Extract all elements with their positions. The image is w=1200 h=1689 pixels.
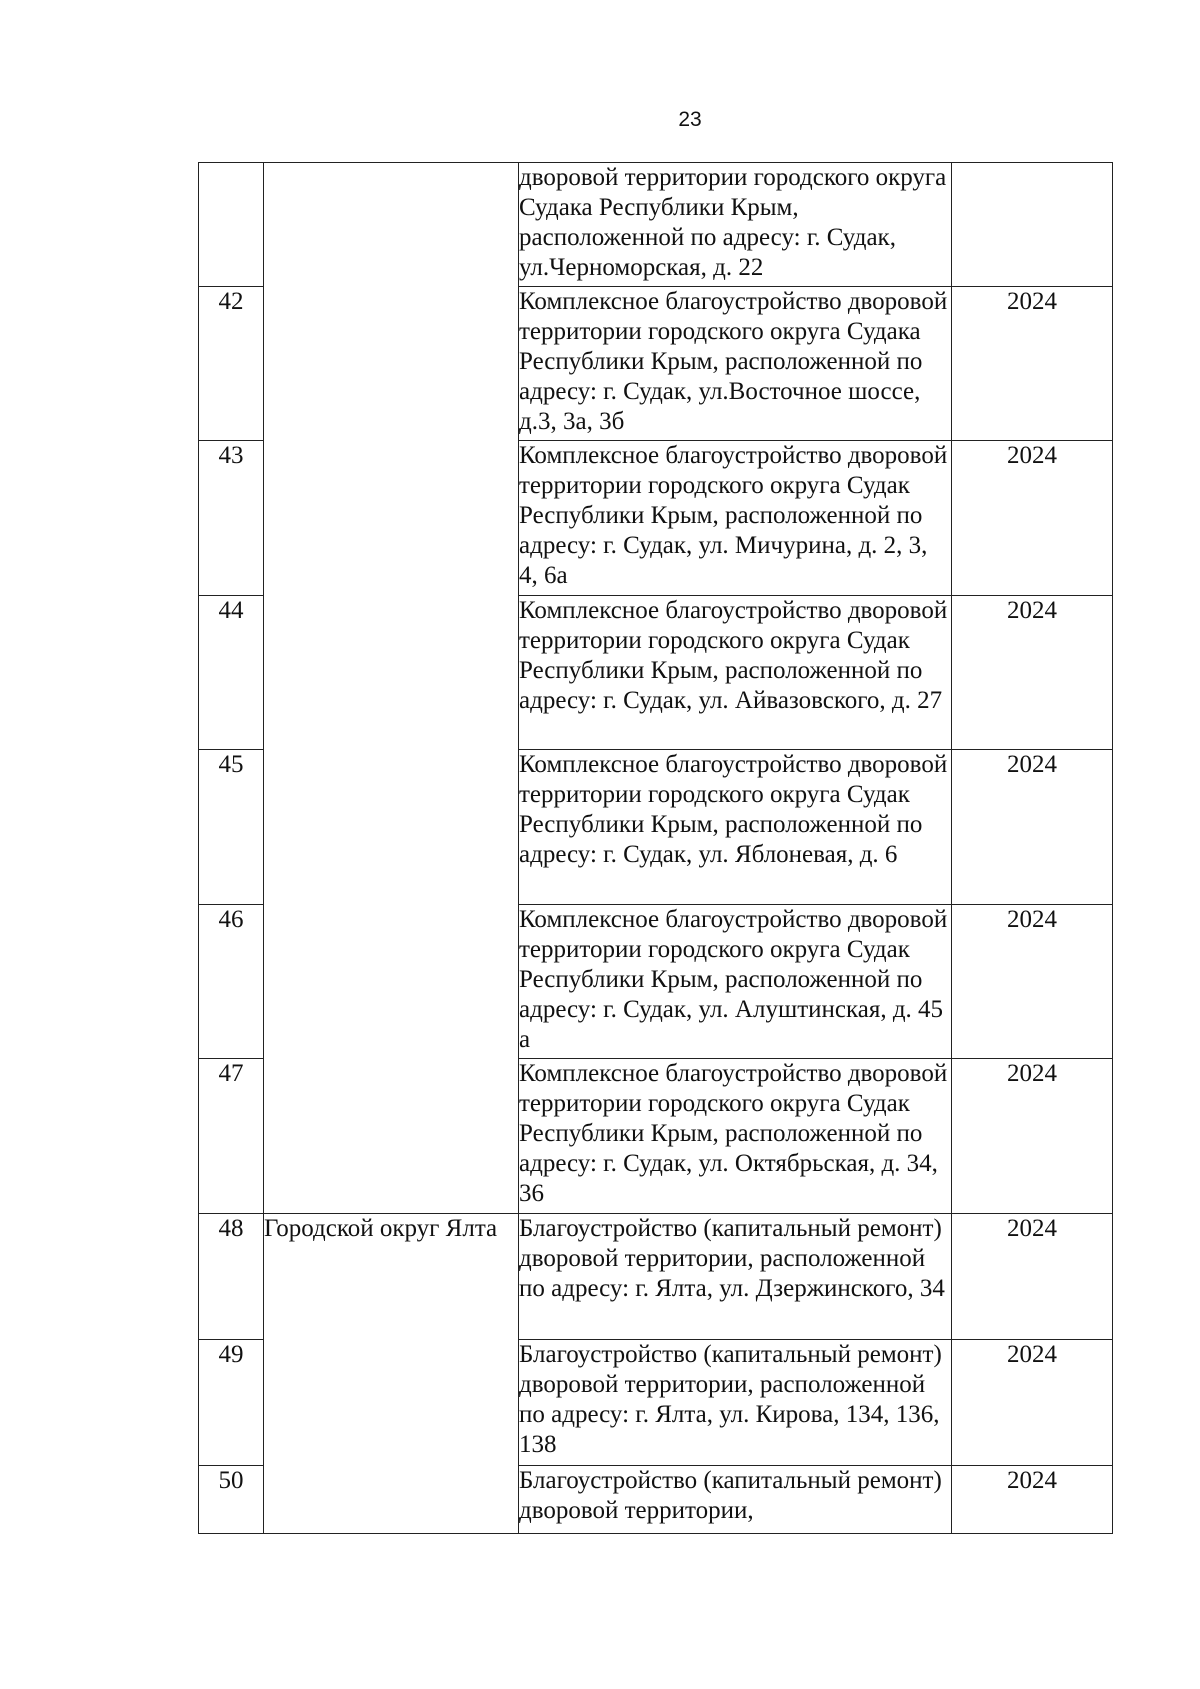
project-year: 2024 [952,1466,1113,1534]
project-year: 2024 [952,1340,1113,1466]
municipality-cell [264,163,519,1214]
project-description: Комплексное благоустройство дворовой территории городского округа Судак Республики Крым, расположенной по адресу: г. Судак, ул. Яблоневая, д. 6 [519,750,952,905]
row-number: 48 [199,1214,264,1340]
project-description: Благоустройство (капитальный ремонт) дворовой территории, [519,1466,952,1534]
table-row [199,163,1113,287]
project-year: 2024 [952,287,1113,441]
project-description: Комплексное благоустройство дворовой территории городского округа Судак Республики Крым, расположенной по адресу: г. Судак, ул. Мичурина, д. 2, 3, 4, 6а [519,441,952,596]
row-number: 44 [199,596,264,750]
row-number: 50 [199,1466,264,1534]
page-number: 23 [678,108,702,131]
project-description: Благоустройство (капитальный ремонт) дворовой территории, расположенной по адресу: г. Ялта, ул. Кирова, 134, 136, 138 [519,1340,952,1466]
project-description: Комплексное благоустройство дворовой территории городского округа Судак Республики Крым, расположенной по адресу: г. Судак, ул. Октябрьская, д. 34, 36 [519,1059,952,1214]
project-year: 2024 [952,750,1113,905]
table-row [199,1214,1113,1340]
row-number: 46 [199,905,264,1059]
project-description: Благоустройство (капитальный ремонт) дворовой территории, расположенной по адресу: г. Ялта, ул. Дзержинского, 34 [519,1214,952,1340]
project-description: дворовой территории городского округа Судака Республики Крым, расположенной по адресу: г. Судак, ул.Черноморская, д. 22 [519,163,952,287]
row-number: 49 [199,1340,264,1466]
projects-table [198,162,1113,1534]
row-number: 43 [199,441,264,596]
row-number: 47 [199,1059,264,1214]
project-year [952,163,1113,287]
row-number [199,163,264,287]
project-year: 2024 [952,905,1113,1059]
project-description: Комплексное благоустройство дворовой территории городского округа Судак Республики Крым, расположенной по адресу: г. Судак, ул. Алуштинская, д. 45 а [519,905,952,1059]
project-description: Комплексное благоустройство дворовой территории городского округа Судака Республики Крым, расположенной по адресу: г. Судак, ул.Восточное шоссе, д.3, 3а, 3б [519,287,952,441]
row-number: 42 [199,287,264,441]
project-year: 2024 [952,1214,1113,1340]
row-number: 45 [199,750,264,905]
project-year: 2024 [952,441,1113,596]
project-year: 2024 [952,1059,1113,1214]
project-description: Комплексное благоустройство дворовой территории городского округа Судак Республики Крым, расположенной по адресу: г. Судак, ул. Айвазовского, д. 27 [519,596,952,750]
municipality-cell: Городской округ Ялта [264,1214,519,1534]
project-year: 2024 [952,596,1113,750]
